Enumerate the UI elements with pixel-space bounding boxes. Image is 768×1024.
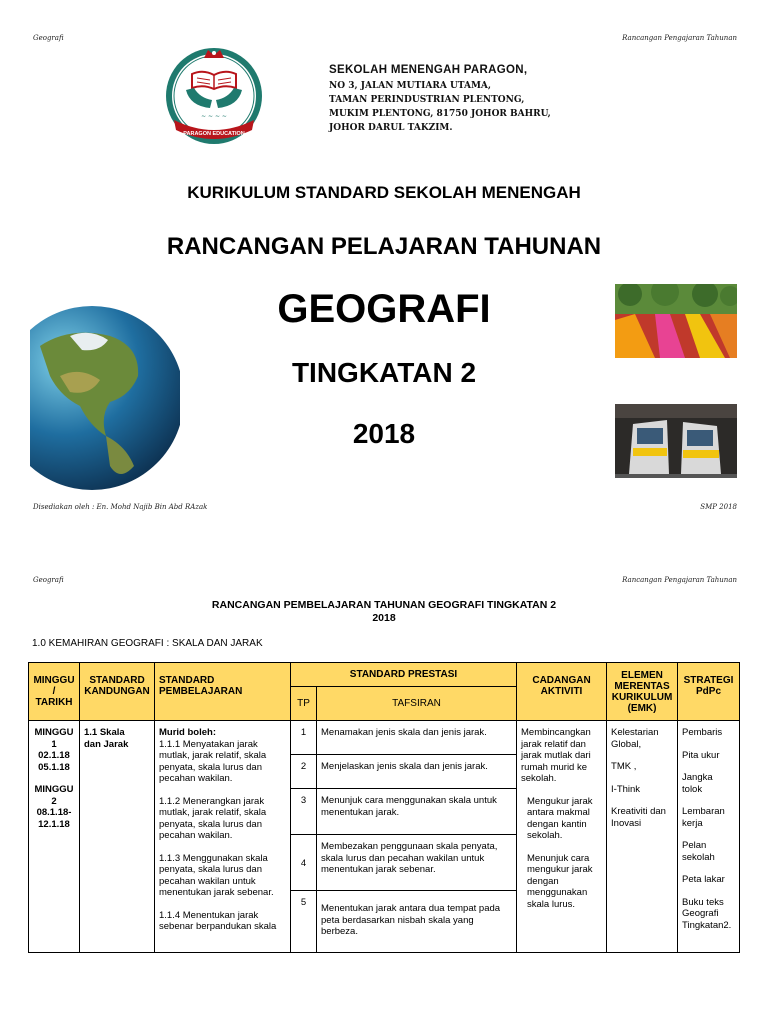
minggu-cell: MINGGU 1 02.1.18 05.1.18 MINGGU 2 08.1.18- 12.1.18 [29,721,80,953]
tp-cell: 4 [291,835,317,891]
address-line: JOHOR DARUL TAKZIM. [329,123,453,133]
tafsiran-cell: Menunjuk cara menggunakan skala untuk menentukan jarak. [317,789,517,835]
form-title: TINGKATAN 2 [291,357,477,388]
plan-page [0,560,768,1024]
trains-image [615,404,737,478]
strategi-cell: Pembaris Pita ukur Jangka tolok Lembaran kerja Pelan sekolah Peta lakar Buku teks Geografi Tingkatan2. [678,721,740,953]
logo-banner-text: PARAGON EDUCATION [183,131,245,137]
address-line: TAMAN PERINDUSTRIAN PLENTONG, [329,95,525,105]
header-left: Geografi [33,34,64,42]
footer-right: SMP 2018 [700,503,737,511]
school-address-block [329,64,551,135]
header-minggu: MINGGU / TARIKH [29,663,80,721]
tp-cell: 1 [291,721,317,755]
tp-cell: 3 [291,789,317,835]
header-strategi: STRATEGI PdPc [678,663,740,721]
header-standard-prestasi: STANDARD PRESTASI [291,663,517,687]
tafsiran-cell: Menentukan jarak antara dua tempat pada peta berdasarkan nisbah skala yang berbeza. [317,891,517,953]
year-title: 2018 [352,418,416,449]
subject-title: GEOGRAFI [277,287,491,331]
tp-cell: 5 [291,891,317,953]
plan-title: RANCANGAN PELAJARAN TAHUNAN [166,233,602,260]
emk-cell: Kelestarian Global, TMK , I-Think Kreativiti dan Inovasi [607,721,678,953]
tulip-field-image [615,284,737,358]
standard-pembelajaran-cell: Murid boleh: 1.1.1 Menyatakan jarak mutlak, jarak relatif, skala penyata, skala lurus dan pecahan wakilan. 1.1.2 Menerangkan jarak mutlak, jarak relatif, skala penyata, skala lurus dan pecahan wakilan. 1.1.3 Menggunakan skala penyata, skala lurus dan pecahan wakilan untuk menentukan jarak sebenar. 1.1.4 Menentukan jarak sebenar berpandukan skala [155,721,291,953]
plan-table [28,662,740,953]
globe-image [30,306,180,492]
school-logo [160,44,268,148]
standard-kandungan-cell: 1.1 Skala dan Jarak [80,721,155,953]
header-tafsiran: TAFSIRAN [317,687,517,721]
header-right: Rancangan Pengajaran Tahunan [622,34,737,42]
header-standard-pembelajaran: STANDARD PEMBELAJARAN [155,663,291,721]
section-title: 1.0 KEMAHIRAN GEOGRAFI : SKALA DAN JARAK [32,638,263,649]
plan-heading [0,599,768,625]
address-line: NO 3, JALAN MUTIARA UTAMA, [329,81,492,91]
aktiviti-cell: Membincangkan jarak relatif dan jarak mutlak dari rumah murid ke sekolah. Mengukur jarak antara makmal dengan kantin sekolah. Menunjuk cara mengukur jarak dengan menggunakan skala lurus. [517,721,607,953]
header-emk: ELEMEN MERENTAS KURIKULUM (EMK) [607,663,678,721]
address-line: MUKIM PLENTONG, 81750 JOHOR BAHRU, [329,109,551,119]
header-standard-kandungan: STANDARD KANDUNGAN [80,663,155,721]
school-name: SEKOLAH MENENGAH PARAGON, [329,64,528,76]
tafsiran-cell: Membezakan penggunaan skala penyata, skala lurus dan pecahan wakilan untuk menentukan jarak sebenar. [317,835,517,891]
tafsiran-cell: Menamakan jenis skala dan jenis jarak. [317,721,517,755]
plan-heading-year: 2018 [372,612,396,624]
plan-heading-line: RANCANGAN PEMBELAJARAN TAHUNAN GEOGRAFI TINGKATAN 2 [211,599,557,611]
prepared-by: Disediakan oleh : En. Mohd Najib Bin Abd RAzak [33,503,208,511]
header-cadangan-aktiviti: CADANGAN AKTIVITI [517,663,607,721]
header-right: Rancangan Pengajaran Tahunan [622,576,737,584]
header-left: Geografi [33,576,64,584]
curriculum-title: KURIKULUM STANDARD SEKOLAH MENENGAH [187,183,581,202]
svg-text:~ ~ ~ ~: ~ ~ ~ ~ [201,113,227,120]
tafsiran-cell: Menjelaskan jenis skala dan jenis jarak. [317,755,517,789]
tp-cell: 2 [291,755,317,789]
header-tp: TP [291,687,317,721]
